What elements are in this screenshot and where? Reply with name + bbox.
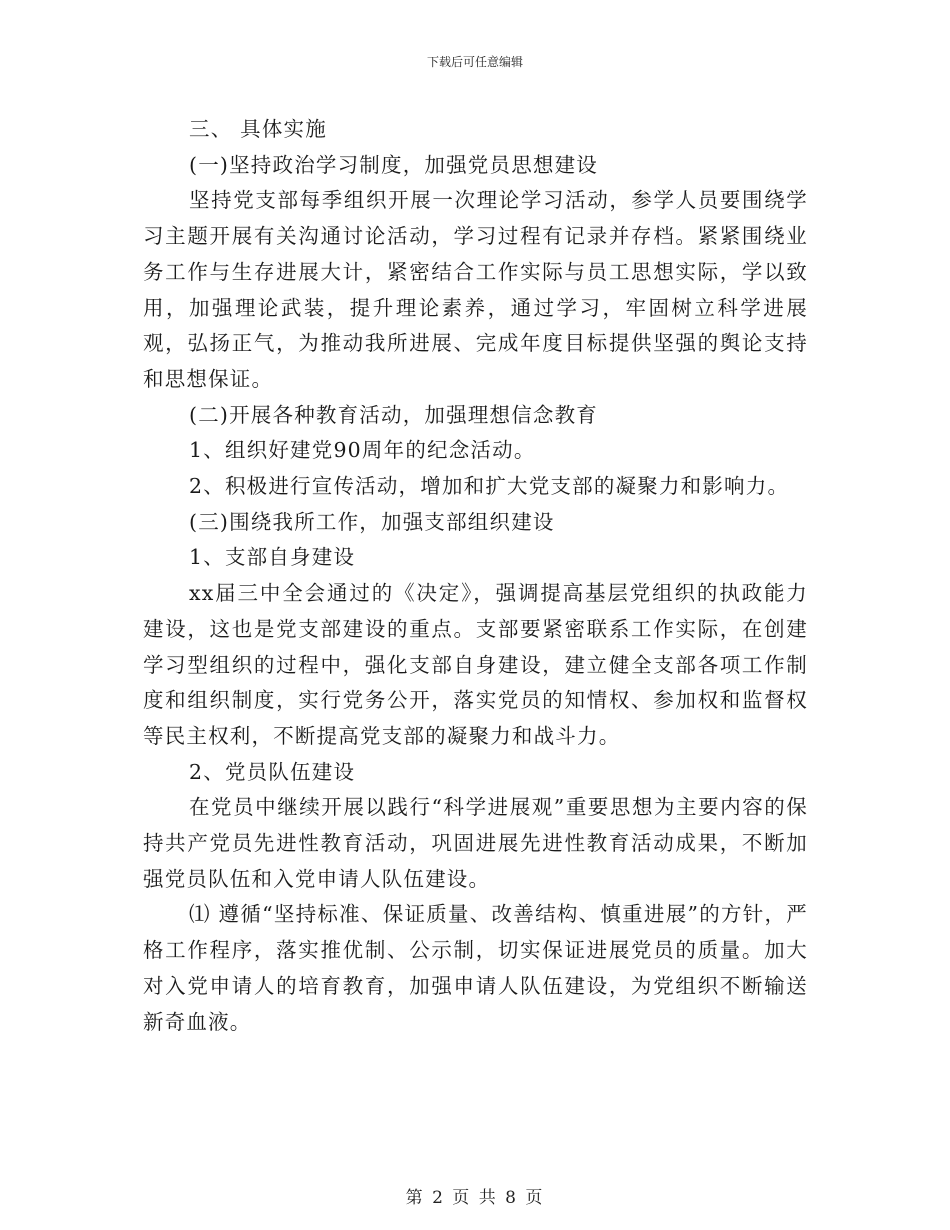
section-heading: 三、 具体实施 xyxy=(189,117,327,141)
list-item: 2、党员队伍建设 xyxy=(189,759,356,784)
body-paragraph: 在党员中继续开展以践行“科学进展观”重要思想为主要内容的保持共产党员先进性教育活动，巩固进展先进性教育活动成果，不断加强党员队伍和入党申请人队伍建设。 xyxy=(143,795,808,891)
subsection-heading: (三)围绕我所工作，加强支部组织建设 xyxy=(189,509,555,534)
list-item: 1、组织好建党90周年的纪念活动。 xyxy=(189,438,536,463)
document-body xyxy=(143,112,808,1040)
subsection-heading: (一)坚持政治学习制度，加强党员思想建设 xyxy=(189,152,598,177)
body-paragraph: ⑴ 遵循“坚持标准、保证质量、改善结构、慎重进展”的方针，严格工作程序，落实推优制、公示制，切实保证进展党员的质量。加大对入党申请人的培育教育，加强申请人队伍建设，为党组织不断输送新奇血液。 xyxy=(143,902,808,1034)
subsection-heading: (二)开展各种教育活动，加强理想信念教育 xyxy=(189,402,598,427)
list-item: 1、支部自身建设 xyxy=(189,545,356,570)
body-paragraph: xx届三中全会通过的《决定》，强调提高基层党组织的执政能力建设，这也是党支部建设的重点。支部要紧密联系工作实际，在创建学习型组织的过程中，强化支部自身建设，建立健全支部各项工作制度和组织制度，实行党务公开，落实党员的知情权、参加权和监督权等民主权利，不断提高党支部的凝聚力和战斗力。 xyxy=(143,581,808,748)
page-header: 下载后可任意编辑 xyxy=(426,55,523,69)
list-item: 2、积极进行宣传活动，增加和扩大党支部的凝聚力和影响力。 xyxy=(189,474,790,499)
body-paragraph: 坚持党支部每季组织开展一次理论学习活动，参学人员要围绕学习主题开展有关沟通讨论活动，学习过程有记录并存档。紧紧围绕业务工作与生存进展大计，紧密结合工作实际与员工思想实际，学以致用，加强理论武装，提升理论素养，通过学习，牢固树立科学进展观，弘扬正气，为推动我所进展、完成年度目标提供坚强的舆论支持和思想保证。 xyxy=(143,188,808,391)
page-number: 第 2 页 共 8 页 xyxy=(405,1188,545,1208)
